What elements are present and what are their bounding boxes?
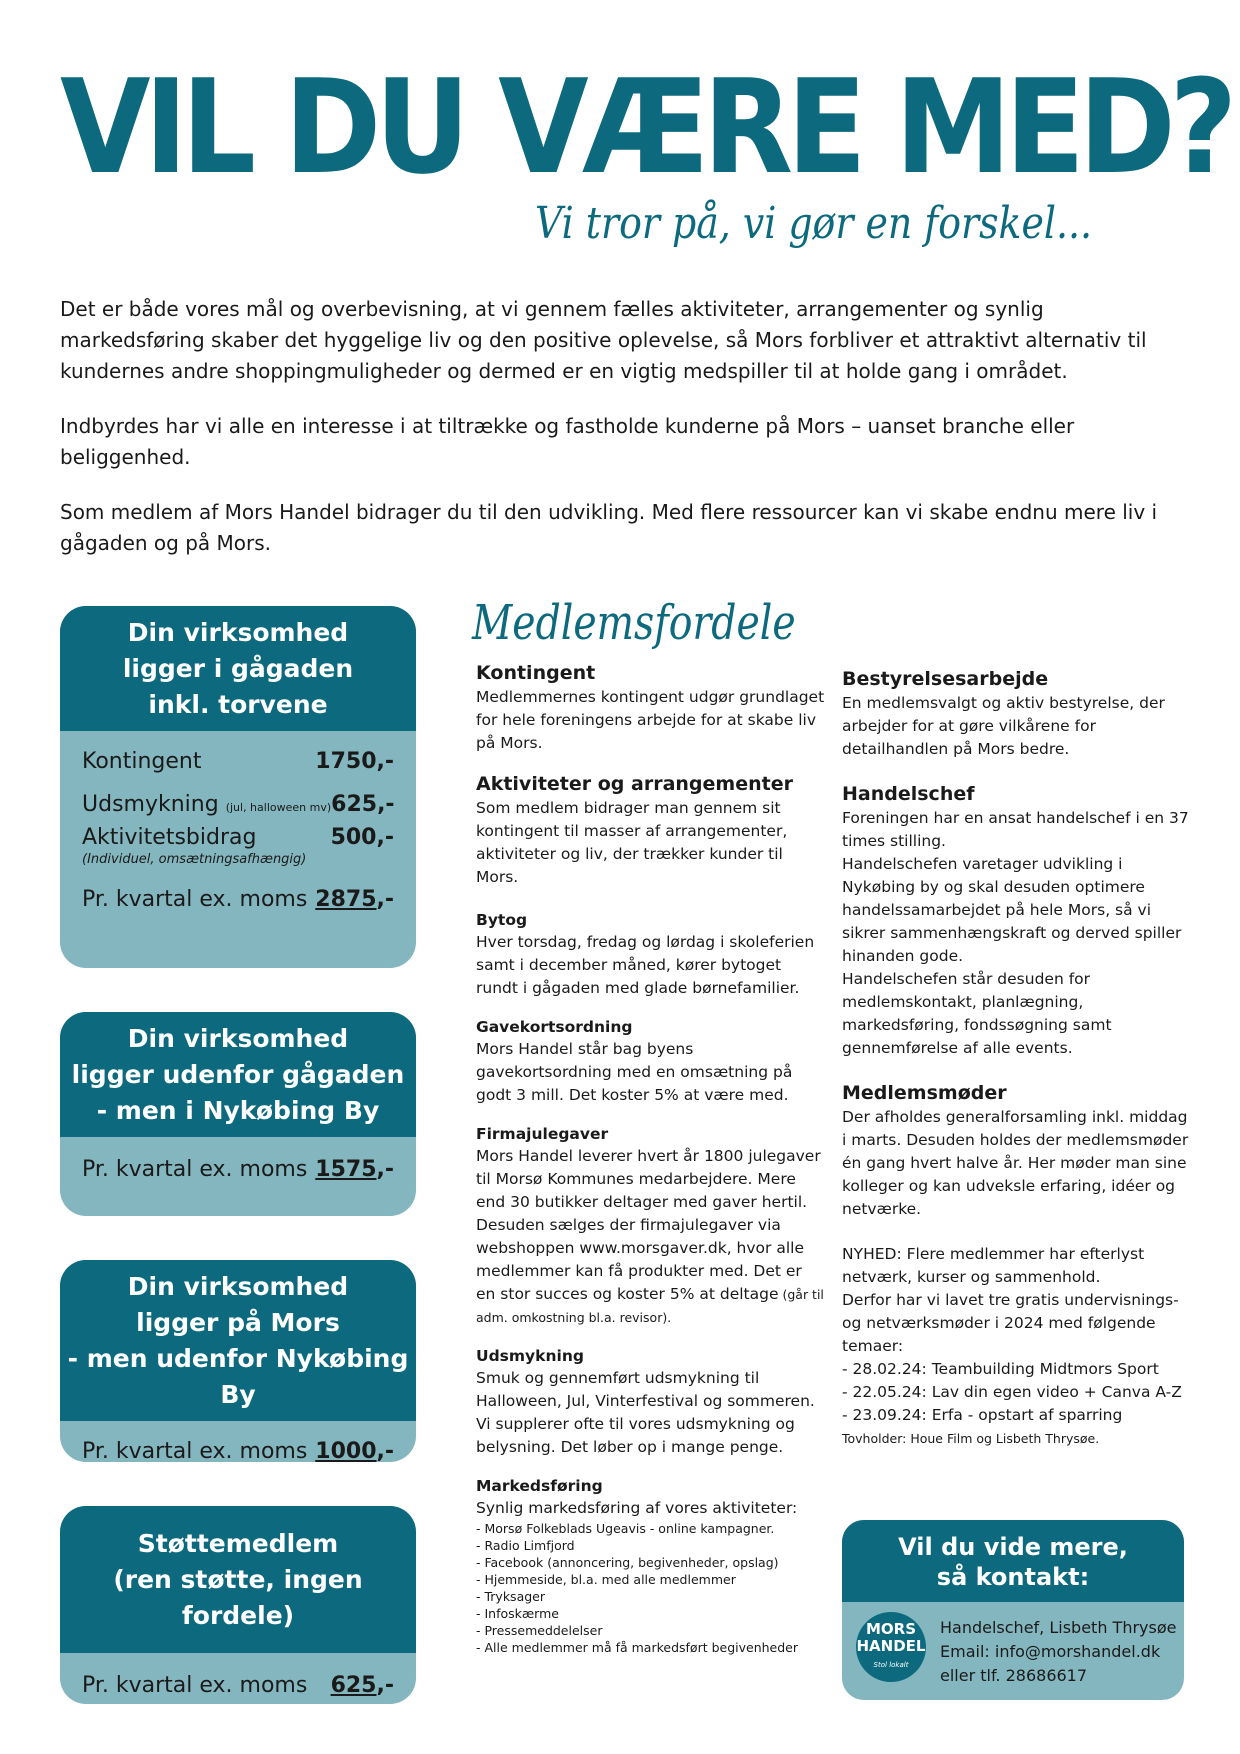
intro-paragraph: Indbyrdes har vi alle en interesse i at tiltrække og fastholde kunderne på Mors – uanset branche eller beliggenhed. bbox=[60, 414, 1075, 469]
benefit-subtitle: Gavekortsordning bbox=[476, 1018, 633, 1036]
price-amount: 2875 bbox=[315, 887, 377, 912]
price-row-total bbox=[82, 1157, 394, 1182]
logo-line: HANDEL bbox=[856, 1636, 926, 1655]
header-line: inkl. torvene bbox=[148, 690, 328, 719]
intro bbox=[60, 294, 1180, 583]
price-label-note: (jul, halloween mv) bbox=[225, 801, 332, 814]
price-amount: 500 bbox=[330, 825, 377, 850]
list-item: - Morsø Folkeblads Ugeavis - online kampagner. bbox=[476, 1521, 775, 1536]
mors-handel-logo bbox=[856, 1612, 926, 1682]
header-line: ligger i gågaden bbox=[122, 654, 354, 683]
news-section bbox=[842, 1243, 1192, 1450]
price-box-body bbox=[60, 749, 416, 912]
benefit-text: En medlemsvalgt og aktiv bestyrelse, der arbejder for at gøre vilkårene for detailhandlen på Mors bedre. bbox=[842, 694, 1165, 758]
benefit-title: Handelschef bbox=[842, 783, 975, 805]
contact-details bbox=[940, 1616, 1176, 1688]
price-row-total bbox=[82, 887, 394, 912]
benefit-text: Foreningen har en ansat handelschef i en 37 times stilling. Handelschefen varetager udvikling i Nykøbing by og skal desuden optimere handelssamarbejdet på hele Mors, så vi sikrer sammenhængskraft og derved spiller hinanden gode. Handelschefen står desuden for medlemskontakt, planlægning, markedsføring, fondssøgning samt gennemførelse af alle events. bbox=[842, 809, 1189, 1057]
price-row bbox=[82, 749, 394, 774]
benefit-title: Medlemsmøder bbox=[842, 1082, 1007, 1104]
benefit-subtitle: Firmajulegaver bbox=[476, 1125, 609, 1143]
header-line: - men i Nykøbing By bbox=[96, 1096, 380, 1125]
contact-header bbox=[842, 1520, 1184, 1602]
list-item: - Hjemmeside, bl.a. med alle medlemmer bbox=[476, 1572, 736, 1587]
benefit-text: Mors Handel står bag byens gavekortsordning med en omsætning på godt 3 mill. Det koster 5% at være med. bbox=[476, 1040, 793, 1104]
tagline: Vi tror på, vi gør en forskel... bbox=[535, 198, 1093, 249]
price-amount: 1575 bbox=[315, 1157, 377, 1182]
price-box-header bbox=[60, 1260, 416, 1421]
benefit-title: Bestyrelsesarbejde bbox=[842, 668, 1049, 690]
price-amount: 1000 bbox=[315, 1439, 377, 1462]
price-label: Pr. kvartal ex. moms bbox=[82, 1439, 308, 1462]
intro-paragraph: Som medlem af Mors Handel bidrager du til den udvikling. Med flere ressourcer kan vi skabe endnu mere liv i gågaden og på Mors. bbox=[60, 500, 1158, 555]
benefit-subtitle: Bytog bbox=[476, 911, 528, 929]
benefit-text: Medlemmernes kontingent udgør grundlaget for hele foreningens arbejde for at skabe liv på Mors. bbox=[476, 688, 825, 752]
price-box-body bbox=[60, 1673, 416, 1698]
benefit-firmajulegaver bbox=[476, 1123, 826, 1329]
contact-phone: eller tlf. 28686617 bbox=[940, 1666, 1088, 1685]
benefit-kontingent bbox=[476, 660, 826, 755]
price-row bbox=[82, 825, 394, 850]
list-item: - Facebook (annoncering, begivenheder, opslag) bbox=[476, 1555, 779, 1570]
list-item: - Alle medlemmer må få markedsført begivenheder bbox=[476, 1640, 798, 1655]
header-line: så kontakt: bbox=[936, 1563, 1090, 1591]
price-suffix: ,- bbox=[376, 887, 394, 912]
header-line: (ren støtte, ingen fordele) bbox=[113, 1565, 363, 1630]
intro-paragraph: Det er både vores mål og overbevisning, at vi gennem fælles aktiviteter, arrangementer og synlig markedsføring skaber det hyggelige liv og den positive oplevelse, så Mors forbliver et attraktivt alternativ til kundernes andre shoppingmuligheder og dermed er en vigtig medspiller til at holde gang i området. bbox=[60, 297, 1147, 383]
list-item: - Radio Limfjord bbox=[476, 1538, 575, 1553]
list-item: - Infoskærme bbox=[476, 1606, 559, 1621]
header-line: Støttemedlem bbox=[137, 1529, 339, 1558]
header-line: Din virksomhed bbox=[127, 1272, 349, 1301]
benefit-handelschef bbox=[842, 781, 1192, 1060]
benefit-bestyrelse bbox=[842, 666, 1192, 761]
price-box-nykobing bbox=[60, 1012, 416, 1216]
benefit-note: (går til adm. omkostning bl.a. revisor). bbox=[476, 1287, 824, 1325]
benefit-subtitle: Udsmykning bbox=[476, 1347, 584, 1365]
price-label: Kontingent bbox=[82, 749, 202, 774]
price-box-header bbox=[60, 606, 416, 731]
benefit-text: Synlig markedsføring af vores aktiviteter: bbox=[476, 1499, 798, 1517]
marketing-list bbox=[476, 1520, 826, 1656]
price-box-header bbox=[60, 1012, 416, 1137]
benefits-title: Medlemsfordele bbox=[472, 595, 796, 651]
header-line: - men udenfor Nykøbing By bbox=[67, 1344, 409, 1409]
price-label: Pr. kvartal ex. moms bbox=[82, 1673, 308, 1698]
price-box-mors bbox=[60, 1260, 416, 1462]
price-suffix: ,- bbox=[377, 792, 395, 817]
benefit-bytog bbox=[476, 909, 826, 1000]
price-suffix: ,- bbox=[376, 749, 394, 774]
logo-line: MORS bbox=[865, 1619, 917, 1638]
benefits-column-1 bbox=[476, 660, 826, 1672]
price-box-body bbox=[60, 1439, 416, 1462]
price-amount: 625 bbox=[330, 1673, 377, 1698]
contact-name: Handelschef, Lisbeth Thrysøe bbox=[940, 1618, 1177, 1637]
benefit-title: Aktiviteter og arrangementer bbox=[476, 773, 793, 795]
benefit-text: Hver torsdag, fredag og lørdag i skoleferien samt i december måned, kører bytoget rundt i gågaden med glade børnefamilier. bbox=[476, 933, 815, 997]
price-box-body bbox=[60, 1157, 416, 1182]
logo-tagline: Stol lokalt bbox=[873, 1660, 909, 1669]
benefit-text: Smuk og gennemført udsmykning til Halloween, Jul, Vinterfestival og sommeren. Vi supplerer ofte til vores udsmykning og belysning. Det løber op i mange penge. bbox=[476, 1369, 815, 1456]
price-amount: 625 bbox=[331, 792, 378, 817]
price-label: Udsmykning bbox=[82, 792, 219, 817]
price-label: Aktivitetsbidrag bbox=[82, 825, 257, 850]
page-title: VIL DU VÆRE MED? bbox=[60, 51, 1232, 203]
header-line: Vil du vide mere, bbox=[898, 1533, 1128, 1561]
list-item: - Tryksager bbox=[476, 1589, 545, 1604]
header-line: Din virksomhed bbox=[127, 618, 349, 647]
benefit-gavekort bbox=[476, 1016, 826, 1107]
news-note: Tovholder: Houe Film og Lisbeth Thrysøe. bbox=[842, 1431, 1100, 1446]
price-box-gaagaden bbox=[60, 606, 416, 968]
header-line: ligger på Mors bbox=[136, 1308, 340, 1337]
price-suffix: ,- bbox=[376, 1157, 394, 1182]
benefit-medlemsmoder bbox=[842, 1080, 1192, 1221]
header-line: ligger udenfor gågaden bbox=[71, 1060, 405, 1089]
price-amount: 1750 bbox=[315, 749, 377, 774]
benefit-udsmykning bbox=[476, 1345, 826, 1459]
news-text: NYHED: Flere medlemmer har efterlyst netværk, kurser og sammenhold. Derfor har vi lavet tre gratis undervisnings- og netværksmøder i 2024 med følgende temaer: - 28.02.24: Teambuilding Midtmors Sport - 22.05.24: Lav din egen video + Canva A-Z - 23.09.24: Erfa - opstart af sparring bbox=[842, 1245, 1182, 1424]
price-suffix: ,- bbox=[376, 1439, 394, 1462]
price-note: (Individuel, omsætningsafhængig) bbox=[82, 852, 307, 867]
list-item: - Pressemeddelelser bbox=[476, 1623, 603, 1638]
benefit-title: Kontingent bbox=[476, 662, 596, 684]
header-line: Din virksomhed bbox=[127, 1024, 349, 1053]
benefit-markedsforing bbox=[476, 1475, 826, 1656]
benefit-subtitle: Markedsføring bbox=[476, 1477, 603, 1495]
benefit-text: Som medlem bidrager man gennem sit kontingent til masser af arrangementer, aktiviteter og liv, der trækker kunder til Mors. bbox=[476, 799, 788, 886]
price-suffix: ,- bbox=[376, 1673, 394, 1698]
benefit-aktiviteter bbox=[476, 771, 826, 889]
price-label: Pr. kvartal ex. moms bbox=[82, 887, 308, 912]
price-row-total bbox=[82, 1439, 394, 1462]
price-box-stottemedlem bbox=[60, 1506, 416, 1704]
price-suffix: ,- bbox=[376, 825, 394, 850]
benefit-text: Der afholdes generalforsamling inkl. middag i marts. Desuden holdes der medlemsmøder én gang hvert halve år. Her møder man sine kolleger og kan udveksle erfaring, idéer og netværke. bbox=[842, 1108, 1189, 1218]
benefits-column-2 bbox=[842, 666, 1192, 1466]
contact-box bbox=[842, 1520, 1184, 1700]
price-row bbox=[82, 792, 394, 817]
benefit-text: Mors Handel leverer hvert år 1800 julegaver til Morsø Kommunes medarbejdere. Mere end 30 butikker deltager med gaver hertil. Desuden sælges der firmajulegaver via webshoppen www.morsgaver.dk, hvor alle medlemmer kan få produkter med. Det er en stor succes og koster 5% at deltage bbox=[476, 1147, 821, 1303]
price-box-header bbox=[60, 1506, 416, 1653]
price-row-total bbox=[82, 1673, 394, 1698]
price-label: Pr. kvartal ex. moms bbox=[82, 1157, 308, 1182]
contact-email: Email: info@morshandel.dk bbox=[940, 1642, 1161, 1661]
